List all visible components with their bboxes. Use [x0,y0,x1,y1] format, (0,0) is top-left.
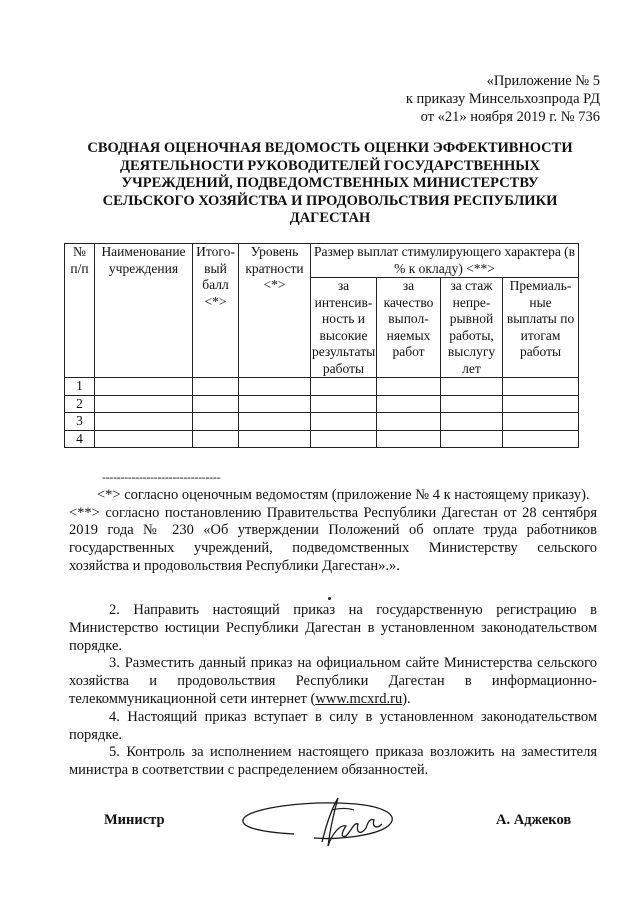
footnote-score: <*> согласно оценочным ведомостям (приложение № 4 к настоящему приказу). [97,487,590,503]
order-paragraphs [69,602,597,780]
footnotes [69,487,597,576]
document-title [60,140,600,228]
paragraph-3 [69,655,597,708]
header-sub-quality: за качество выпол-няемых работ [377,278,441,378]
ministry-website-link[interactable]: www.mcxrd.ru [315,690,403,707]
header-sub-bonus: Премиаль-ные выплаты по итогам работы [503,278,579,378]
footnote-payments: <**> согласно постановлению Правительства Республики Дагестан от 28 сентября 2019 года № 230 «Об утверждении Положений об оплате труда работников государственных учреждений, подведомственных Министерству сельского хозяйства и продовольствия Республики Дагестан».». [69,504,597,574]
table-row [65,395,579,413]
handwritten-signature [236,790,406,856]
paragraph-3-text: 3. Разместить данный приказ на официальном сайте Министерства сельского хозяйства и продовольствия Республики Дагестан в информационно-телекоммуникационной сети интернет ( [69,655,597,707]
header-name: Наименование учреждения [95,244,193,378]
annex-line: к приказу Минсельхозпрода РД [405,91,600,107]
paragraph-3-end: ). [402,690,411,707]
scan-dot [328,597,331,600]
annex-header [406,72,600,126]
paragraph-5: 5. Контроль за исполнением настоящего приказа возложить на заместителя министра в соответствии с распределением обязанностей. [69,744,597,779]
evaluation-table [64,243,579,448]
table-row [65,378,579,396]
header-sub-intensity: за интенсив-ность и высокие результаты работы [312,278,376,376]
row-number: 3 [65,413,95,431]
annex-line: «Приложение № 5 [486,73,600,89]
title-line: СЕЛЬСКОГО ХОЗЯЙСТВА И ПРОДОВОЛЬСТВИЯ РЕСПУБЛИКИ [102,192,558,209]
paragraph-4: 4. Настоящий приказ вступает в силу в установленном законодательством порядке. [69,708,597,743]
header-payments: Размер выплат стимулирующего характера (в % к окладу) <**> [311,244,579,278]
signatory-role: Министр [104,812,165,828]
title-line: СВОДНАЯ ОЦЕНОЧНАЯ ВЕДОМОСТЬ ОЦЕНКИ ЭФФЕКТИВНОСТИ [87,140,573,156]
title-line: ДАГЕСТАН [289,210,371,227]
signatory-name: А. Аджеков [496,812,572,828]
row-number: 1 [65,378,95,396]
header-level: Уровень кратности <*> [239,244,311,378]
title-line: УЧРЕЖДЕНИЙ, ПОДВЕДОМСТВЕННЫХ МИНИСТЕРСТВУ [121,175,539,192]
header-num: № п/п [65,244,95,378]
row-number: 4 [65,430,95,448]
annex-line: от «21» ноября 2019 г. № 736 [420,109,600,125]
row-number: 2 [65,395,95,413]
footnote-separator: -------------------------------- [102,470,221,484]
header-sub-seniority: за стаж непре-рывной работы, выслугу лет [441,278,503,378]
paragraph-2: 2. Направить настоящий приказ на государственную регистрацию в Министерство юстиции Республики Дагестан в установленном законодательством порядке. [69,602,597,654]
title-line: ДЕЯТЕЛЬНОСТИ РУКОВОДИТЕЛЕЙ ГОСУДАРСТВЕННЫХ [119,157,541,174]
table-row [65,430,579,448]
table-row [65,413,579,431]
header-score: Итого-вый балл <*> [193,244,239,378]
